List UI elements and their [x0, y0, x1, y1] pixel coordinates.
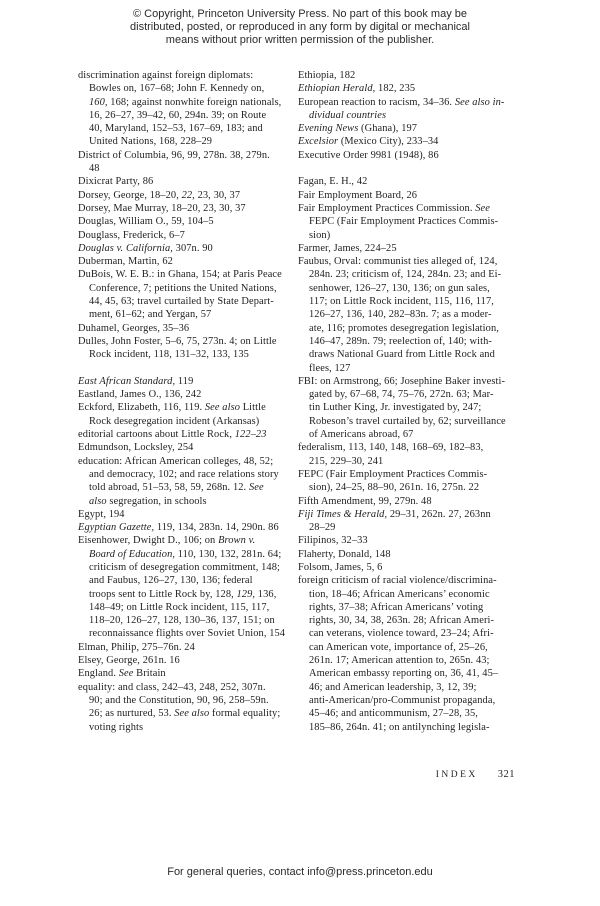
copyright-notice: [0, 8, 600, 47]
index-line: [78, 415, 290, 428]
index-line-segment: reconnaissance flights over Soviet Union, 154: [89, 628, 286, 640]
index-line-segment: Elman, Philip, 275–76n. 24: [78, 641, 195, 653]
copyright-line: distributed, posted, or reproduced in any form by digital or mechanical: [130, 21, 470, 33]
index-line-segment: equality: and class, 242–43, 248, 252, 307n.: [78, 681, 266, 693]
index-line-segment: Eastland, James O., 136, 242: [78, 389, 202, 401]
index-line-italic-segment: See: [475, 202, 490, 214]
index-line-segment: draws National Guard from Little Rock and: [309, 349, 495, 361]
index-line-segment: 126–27, 136, 140, 282–83n. 7; as a moder-: [309, 309, 492, 321]
index-line: [78, 574, 290, 587]
index-line-segment: sion), 24–25, 88–90, 261n. 16, 275n. 22: [309, 482, 480, 494]
index-line-segment: 261n. 17; American attention to, 265n. 43;: [309, 655, 490, 667]
index-line-segment: can American vote, importance of, 25–26,: [309, 641, 488, 653]
index-line-segment: gated by, 67–68, 74, 75–76, 272n. 63; Mar-: [309, 389, 494, 401]
index-line-segment: Britain: [133, 668, 166, 680]
index-line-segment: DuBois, W. E. B.: in Ghana, 154; at Paris Peace: [78, 269, 282, 281]
index-line: [298, 667, 530, 680]
index-line: [78, 508, 290, 521]
index-line: [78, 521, 290, 534]
index-line-segment: Rock desegregation incident (Arkansas): [89, 415, 260, 427]
index-line: [78, 721, 290, 734]
index-line: [298, 388, 530, 401]
index-line: [298, 229, 530, 242]
index-line: [78, 707, 290, 720]
index-line-segment: 45–46; and anticommunism, 27–28, 35,: [309, 708, 478, 720]
index-line: [298, 268, 530, 281]
index-line-italic-segment: Board of Education,: [89, 548, 176, 560]
index-line: [78, 96, 290, 109]
index-line: [298, 601, 530, 614]
index-line: [298, 282, 530, 295]
index-line-italic-segment: Brown v.: [218, 535, 256, 547]
index-line: [298, 441, 530, 454]
index-line: [78, 667, 290, 680]
index-line: [298, 348, 530, 361]
index-line-segment: 119: [175, 375, 194, 387]
index-line: [78, 441, 290, 454]
index-line: [298, 574, 530, 587]
index-line-segment: Folsom, James, 5, 6: [298, 561, 383, 573]
index-line-segment: Flaherty, Donald, 148: [298, 548, 391, 560]
index-line-segment: told abroad, 51–53, 58, 59, 268n. 12.: [89, 482, 249, 494]
index-line: [78, 82, 290, 95]
index-line-segment: 29–31, 262n. 27, 263nn: [387, 508, 491, 520]
index-line: [78, 601, 290, 614]
index-line-italic-segment: Excelsior: [298, 136, 339, 148]
index-line-segment: Duhamel, Georges, 35–36: [78, 322, 190, 334]
index-line: [78, 588, 290, 601]
index-line: [78, 189, 290, 202]
index-line-italic-segment: Ethiopian Herald,: [298, 83, 376, 95]
index-line: [298, 96, 530, 109]
index-line-segment: 185–86, 264n. 41; on antilynching legisla-: [309, 721, 490, 733]
index-line: [78, 468, 290, 481]
index-line-segment: 284n. 23; criticism of, 124, 284n. 23; and Ei-: [309, 269, 502, 281]
index-body: [78, 69, 530, 734]
index-line-segment: European reaction to racism, 34–36.: [298, 96, 455, 108]
index-line-segment: Filipinos, 32–33: [298, 535, 368, 547]
index-line-segment: rights, 30, 34, 38, 263n. 28; African Ameri-: [309, 615, 495, 627]
index-line-segment: voting rights: [89, 721, 144, 733]
index-line-segment: American embassy reporting on, 36, 41, 45–: [309, 668, 499, 680]
index-line-segment: senhower, 126–27, 130, 136; on gun sales,: [309, 282, 490, 294]
index-column-right: [298, 69, 530, 734]
index-line-segment: ate, 116; promotes desegregation legislation,: [309, 322, 499, 334]
index-line-segment: tion, 18–46; African Americans’ economic: [309, 588, 490, 600]
index-line-segment: United Nations, 168, 228–29: [89, 136, 213, 148]
index-line: [78, 561, 290, 574]
index-line: [298, 548, 530, 561]
index-line-segment: Elsey, George, 261n. 16: [78, 655, 180, 667]
index-line-segment: flees, 127: [309, 362, 351, 374]
index-line: [298, 242, 530, 255]
index-line: [298, 109, 530, 122]
index-line-segment: Executive Order 9981 (1948), 86: [298, 149, 439, 161]
index-line: [78, 614, 290, 627]
index-line-segment: rights, 37–38; African Americans’ voting: [309, 601, 484, 613]
copyright-line: © Copyright, Princeton University Press. No part of this book may be: [133, 8, 467, 20]
index-line-segment: discrimination against foreign diplomats:: [78, 70, 254, 81]
index-line: [78, 149, 290, 162]
index-line-segment: and democracy, 102; and race relations story: [89, 468, 279, 480]
index-line-segment: Fagan, E. H., 42: [298, 176, 368, 188]
index-line: [298, 175, 530, 188]
index-line: [78, 495, 290, 508]
index-line-segment: FBI: on Armstrong, 66; Josephine Baker investi-: [298, 375, 506, 387]
page-number: 321: [497, 769, 515, 780]
index-line: [78, 388, 290, 401]
index-line: [78, 229, 290, 242]
index-line-segment: Little: [240, 402, 266, 414]
index-line: [298, 82, 530, 95]
index-line-segment: Dorsey, Mae Murray, 18–20, 23, 30, 37: [78, 202, 246, 214]
index-line-segment: 168; against nonwhite foreign nationals,: [107, 96, 282, 108]
index-label: INDEX: [435, 770, 478, 780]
index-line: [298, 428, 530, 441]
index-line-segment: segregation, in schools: [106, 495, 207, 507]
index-line: [78, 627, 290, 640]
index-line: [298, 641, 530, 654]
index-line-segment: 23, 30, 37: [194, 189, 241, 201]
index-line-segment: foreign criticism of racial violence/discrimina-: [298, 575, 497, 587]
index-line-segment: 40, Maryland, 152–53, 167–69, 183; and: [89, 123, 263, 135]
index-line-segment: 182, 235: [375, 83, 416, 95]
index-line: [78, 548, 290, 561]
index-line: [298, 135, 530, 148]
index-line-segment: 215, 229–30, 241: [309, 455, 384, 467]
index-line-segment: Fair Employment Board, 26: [298, 189, 418, 201]
index-line: [298, 468, 530, 481]
index-line: [78, 641, 290, 654]
index-line: [78, 255, 290, 268]
index-line-segment: 16, 26–27, 39–42, 60, 294n. 39; on Route: [89, 109, 267, 121]
index-line-segment: Eckford, Elizabeth, 116, 119.: [78, 402, 205, 414]
index-line-segment: England.: [78, 668, 119, 680]
index-line-segment: Edmundson, Locksley, 254: [78, 442, 194, 454]
index-line-segment: Duberman, Martin, 62: [78, 256, 173, 268]
index-line-italic-segment: See also: [174, 708, 210, 720]
index-line-segment: anti-American/pro-Communist propaganda,: [309, 694, 496, 706]
index-line-segment: editorial cartoons about Little Rock,: [78, 429, 235, 441]
blank-line: [78, 362, 290, 375]
index-line-italic-segment: also: [89, 495, 107, 507]
index-line: [298, 122, 530, 135]
index-line-segment: Conference, 7; petitions the United Nations,: [89, 282, 277, 294]
index-line: [298, 707, 530, 720]
index-line-segment: tin Luther King, Jr. investigated by, 247;: [309, 402, 482, 414]
index-line-italic-segment: East African Standard,: [78, 375, 176, 387]
index-line-segment: Dulles, John Foster, 5–6, 75, 273n. 4; on Little: [78, 335, 277, 347]
index-line-segment: troops sent to Little Rock by, 128,: [89, 588, 237, 600]
index-line: [298, 415, 530, 428]
index-line: [298, 322, 530, 335]
index-line-segment: Douglass, Frederick, 6–7: [78, 229, 185, 241]
index-line: [298, 189, 530, 202]
index-line-segment: 136,: [255, 588, 277, 600]
index-line-segment: Dixicrat Party, 86: [78, 176, 154, 188]
index-line-segment: (Mexico City), 233–34: [338, 136, 439, 148]
index-line: [78, 215, 290, 228]
index-line: [78, 322, 290, 335]
index-line: [78, 162, 290, 175]
index-line-segment: 90; and the Constitution, 90, 96, 258–59n.: [89, 694, 269, 706]
index-line-segment: and Faubus, 126–27, 130, 136; federal: [89, 575, 253, 587]
index-line: [78, 268, 290, 281]
index-line-segment: 28–29: [309, 522, 336, 534]
contact-footer: For general queries, contact info@press.princeton.edu: [167, 866, 433, 878]
index-line-italic-segment: Egyptian Gazette,: [78, 522, 155, 534]
index-line-segment: 119, 134, 283n. 14, 290n. 86: [154, 522, 279, 534]
index-line: [298, 149, 530, 162]
index-line-italic-segment: Douglas v. California,: [78, 242, 173, 254]
index-line-segment: 26; as nurtured, 53.: [89, 708, 175, 720]
index-line-italic-segment: See also: [204, 402, 241, 414]
index-line-segment: Faubus, Orval: communist ties alleged of, 124,: [298, 256, 498, 268]
index-line-segment: 44, 45, 63; travel curtailed by State Depart-: [89, 296, 274, 308]
index-line: [78, 534, 290, 547]
index-line: [298, 561, 530, 574]
index-line: [298, 495, 530, 508]
index-line-segment: criticism of desegregation commitment, 148;: [89, 561, 280, 573]
index-line: [298, 508, 530, 521]
index-line: [78, 282, 290, 295]
index-line-segment: Dorsey, George, 18–20,: [78, 189, 182, 201]
index-line-segment: Fair Employment Practices Commission.: [298, 202, 476, 214]
index-line-italic-segment: Evening News: [298, 123, 359, 135]
index-line-segment: 307n. 90: [172, 242, 213, 254]
index-line: [78, 654, 290, 667]
index-line-segment: 110, 130, 132, 281n. 64;: [175, 548, 282, 560]
index-line-segment: 46; and American leadership, 3, 12, 39;: [309, 681, 477, 693]
index-line-segment: Robeson’s travel curtailed by, 62; surveillance: [309, 415, 506, 427]
index-line: [298, 255, 530, 268]
index-line: [78, 122, 290, 135]
index-line-segment: (Ghana), 197: [358, 123, 418, 135]
index-line-segment: District of Columbia, 96, 99, 278n. 38, 279n.: [78, 149, 270, 161]
index-line: [78, 681, 290, 694]
index-line: [78, 428, 290, 441]
index-line-segment: of Americans abroad, 67: [309, 429, 414, 441]
index-line-segment: Eisenhower, Dwight D., 106; on: [78, 535, 219, 547]
index-line: [78, 455, 290, 468]
index-line: [298, 534, 530, 547]
index-line: [78, 109, 290, 122]
index-line-segment: 48: [89, 163, 100, 175]
index-line-italic-segment: Fiji Times & Herald,: [298, 508, 388, 520]
index-line-italic-segment: 22,: [181, 189, 195, 201]
index-line: [298, 588, 530, 601]
index-line: [298, 521, 530, 534]
index-line-segment: Fifth Amendment, 99, 279n. 48: [298, 495, 432, 507]
index-line-segment: federalism, 113, 140, 148, 168–69, 182–83,: [298, 442, 484, 454]
index-line-segment: education: African American colleges, 48, 52;: [78, 455, 274, 467]
index-line: [78, 335, 290, 348]
index-line: [298, 335, 530, 348]
index-line: [78, 694, 290, 707]
index-line: [78, 308, 290, 321]
index-line: [298, 362, 530, 375]
index-line: [78, 348, 290, 361]
index-line: [298, 654, 530, 667]
copyright-line: means without prior written permission of the publisher.: [165, 34, 435, 46]
index-line: [298, 614, 530, 627]
index-line: [298, 694, 530, 707]
index-line: [298, 215, 530, 228]
index-line: [298, 627, 530, 640]
index-line-segment: 148–49; on Little Rock incident, 115, 117,: [89, 601, 270, 613]
index-line-italic-segment: See also in-: [454, 96, 505, 108]
index-line: [78, 175, 290, 188]
index-line-italic-segment: 160,: [89, 96, 108, 108]
index-line-segment: Rock incident, 118, 131–32, 133, 135: [89, 349, 249, 361]
index-line: [298, 202, 530, 215]
index-line-segment: Douglas, William O., 59, 104–5: [78, 216, 214, 228]
index-line-segment: ment, 61–62; and Yergan, 57: [89, 309, 212, 321]
index-line-segment: 146–47, 289n. 79; reelection of, 140; with-: [309, 335, 492, 347]
index-line: [298, 308, 530, 321]
index-line: [298, 375, 530, 388]
index-line-segment: 117; on Little Rock incident, 115, 116, 117,: [309, 296, 494, 308]
index-line: [298, 455, 530, 468]
index-line-italic-segment: See: [248, 482, 264, 494]
index-line-segment: FEPC (Fair Employment Practices Commis-: [309, 216, 499, 228]
index-column-left: [78, 69, 290, 734]
index-line: [78, 135, 290, 148]
index-line: [298, 681, 530, 694]
index-line: [78, 401, 290, 414]
index-line: [78, 481, 290, 494]
index-line: [298, 69, 530, 82]
index-line-segment: Egypt, 194: [78, 508, 125, 520]
index-line-segment: FEPC (Fair Employment Practices Commis-: [298, 468, 488, 480]
index-line: [298, 295, 530, 308]
index-line-segment: Farmer, James, 224–25: [298, 242, 397, 254]
index-line-italic-segment: See: [118, 668, 134, 680]
index-line-segment: Bowles on, 167–68; John F. Kennedy on,: [89, 83, 265, 95]
index-line: [298, 481, 530, 494]
index-line: [78, 202, 290, 215]
index-line-segment: can veterans, violence toward, 23–24; Afri-: [309, 628, 494, 640]
index-line: [298, 401, 530, 414]
index-line: [298, 721, 530, 734]
index-line-segment: formal equality;: [209, 708, 281, 720]
index-line: [78, 375, 290, 388]
index-line-segment: sion): [309, 229, 331, 241]
index-line-segment: 118–20, 126–27, 128, 130–36, 137, 151; on: [89, 615, 275, 627]
index-line-italic-segment: 129,: [236, 588, 256, 600]
index-line: [78, 242, 290, 255]
index-line-segment: Ethiopia, 182: [298, 70, 356, 81]
index-line: [78, 295, 290, 308]
running-footer: [78, 769, 515, 780]
index-line: [78, 69, 290, 82]
index-line-italic-segment: dividual countries: [309, 109, 387, 121]
index-line-italic-segment: 122–23: [234, 429, 267, 441]
blank-line: [298, 162, 530, 175]
